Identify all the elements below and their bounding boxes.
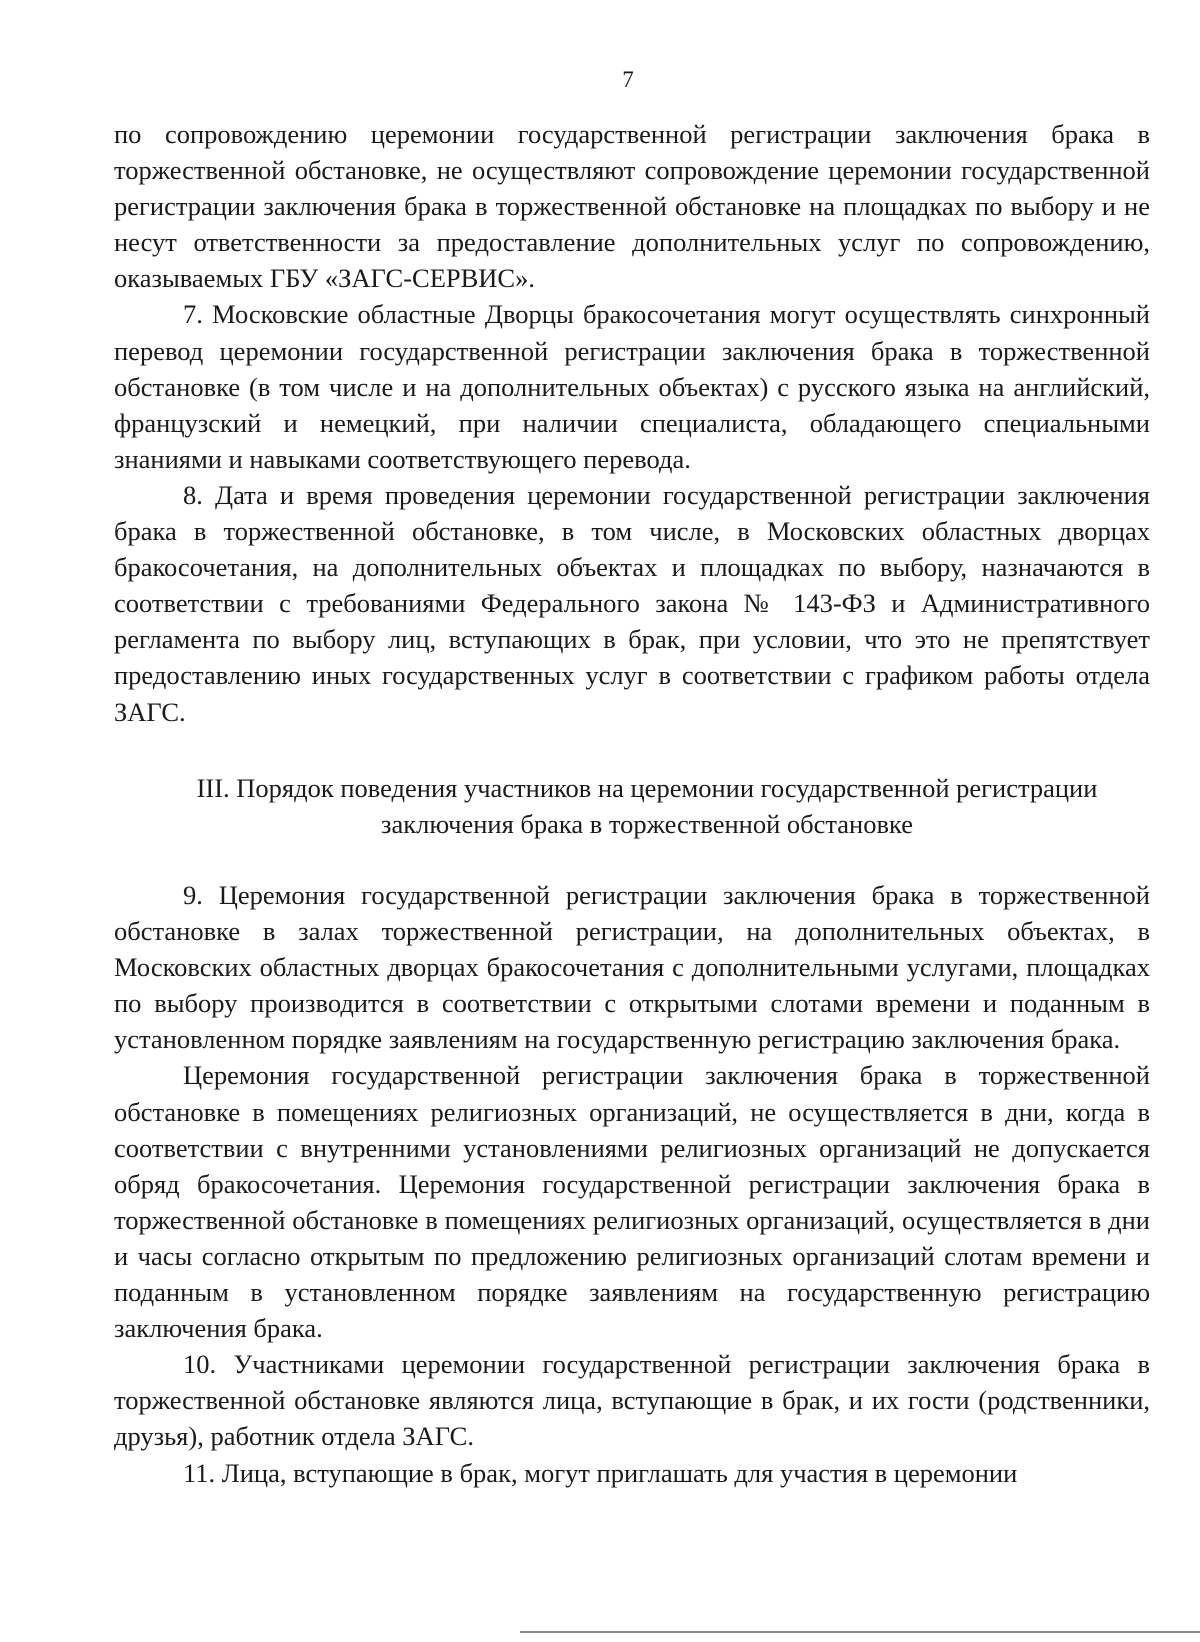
paragraph-9: 9. Церемония государственной регистрации заключения брака в торжественной обстановке в залах торжественной регистрации, на дополнительных объектах, в Московских областных дворцах бракосочетания с дополнительными услугами, площадках по выбору производится в соответствии с открытыми слотами времени и поданным в установленном порядке заявлениям на государственную регистрацию заключения брака. [114, 880, 1150, 1055]
section-heading [114, 770, 1150, 842]
body-text-lower [114, 877, 1150, 1491]
section-heading-line-2: заключения брака в торжественной обстановке [381, 809, 913, 840]
body-text-upper [114, 116, 1150, 730]
scan-edge-line [520, 1631, 1200, 1633]
section-heading-line-1: III. Порядок поведения участников на церемонии государственной регистрации [196, 773, 1098, 803]
paragraph-10: 10. Участниками церемонии государственной регистрации заключения брака в торжественной обстановке являются лица, вступающие в брак, и их гости (родственники, друзья), работник отдела ЗАГС. [114, 1349, 1150, 1452]
paragraph-continued: по сопровождению церемонии государственной регистрации заключения брака в торжественной обстановке, не осуществляют сопровождение церемонии государственной регистрации заключения брака в торжественной обстановке на площадках по выбору и не несут ответственности за предоставление дополнительных услуг по сопровождению, оказываемых ГБУ «ЗАГС-СЕРВИС». [114, 119, 1150, 294]
page-number: 7 [622, 67, 634, 92]
paragraph-7: 7. Московские областные Дворцы бракосочетания могут осуществлять синхронный перевод церемонии государственной регистрации заключения брака в торжественной обстановке (в том числе и на дополнительных объектах) с русского языка на английский, французский и немецкий, при наличии специалиста, обладающего специальными знаниями и навыками соответствующего перевода. [114, 299, 1150, 474]
paragraph-11: 11. Лица, вступающие в брак, могут приглашать для участия в церемонии [183, 1457, 1018, 1488]
paragraph-8: 8. Дата и время проведения церемонии государственной регистрации заключения брака в торжественной обстановке, в том числе, в Московских областных дворцах бракосочетания, на дополнительных объектах и площадках по выбору, назначаются в соответствии с требованиями Федерального закона № 143-ФЗ и Административного регламента по выбору лиц, вступающих в брак, при условии, что это не препятствует предоставлению иных государственных услуг в соответствии с графиком работы отдела ЗАГС. [114, 479, 1150, 727]
paragraph-9-continuation: Церемония государственной регистрации заключения брака в торжественной обстановке в помещениях религиозных организаций, не осуществляется в дни, когда в соответствии с внутренними установлениями религиозных организаций не допускается обряд бракосочетания. Церемония государственной регистрации заключения брака в торжественной обстановке в помещениях религиозных организаций, осуществляется в дни и часы согласно открытым по предложению религиозных организаций слотам времени и поданным в установленном порядке заявлениям на государственную регистрацию заключения брака. [114, 1060, 1150, 1344]
